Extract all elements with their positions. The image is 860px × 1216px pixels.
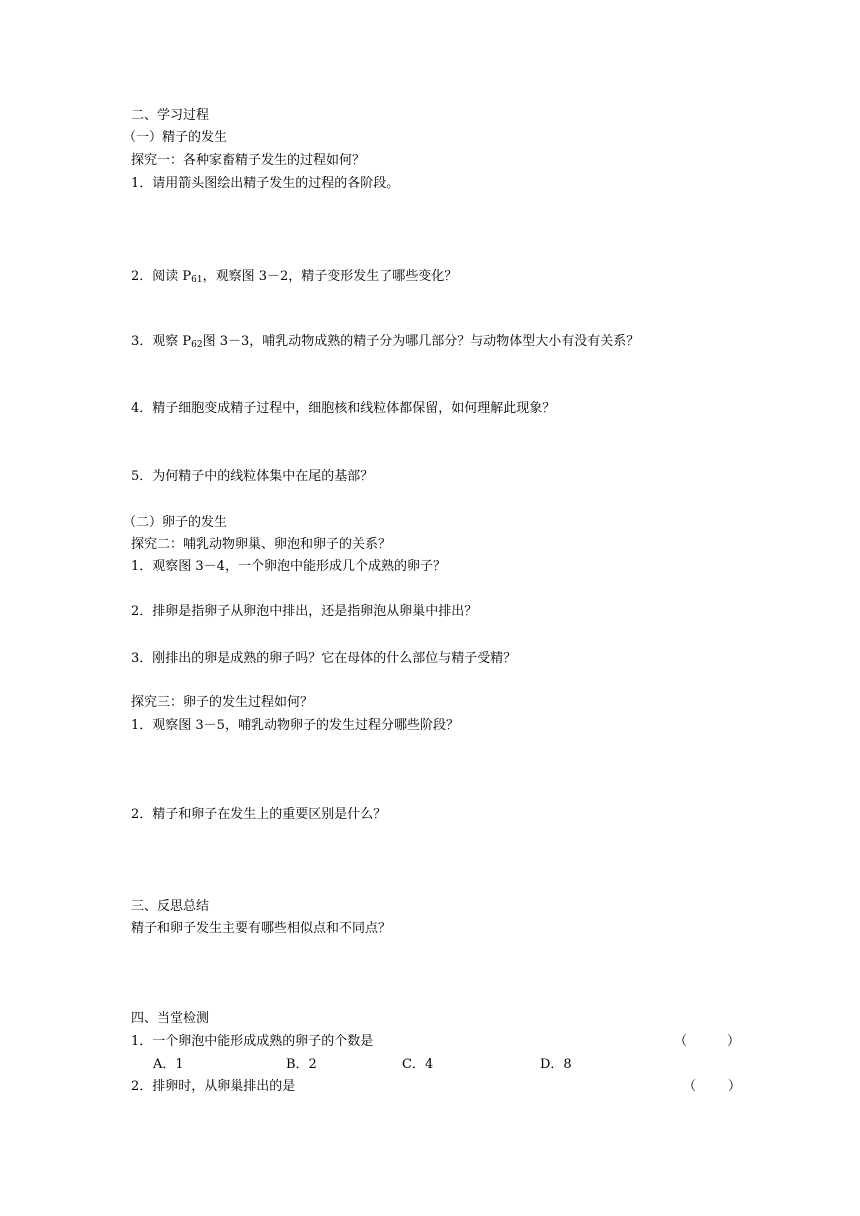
test-question-2: 2．排卵时，从卵巢排出的是 — [131, 1079, 296, 1094]
question-1-2: 2．阅读 $P_{61}$，观察图 3－2，精子变形发生了哪些变化？ — [131, 269, 458, 285]
subsection-title-egg: （二）卵子的发生 — [123, 515, 228, 530]
explore-3-heading: 探究三：卵子的发生过程如何？ — [131, 695, 314, 710]
explore-2-heading: 探究二：哺乳动物卵巢、卵泡和卵子的关系？ — [131, 537, 392, 552]
question-2-3: 3．刚排出的卵是成熟的卵子吗？它在母体的什么部位与精子受精？ — [131, 651, 517, 666]
question-2-2: 2．排卵是指卵子从卵泡中排出，还是指卵泡从卵巢中排出？ — [131, 604, 478, 619]
question-1-1: 1．请用箭头图绘出精子发生的过程的各阶段。 — [131, 176, 400, 191]
question-1-3: 3．观察 $P_{62}$图 3－3，哺乳动物成熟的精子分为哪几部分？与动物体型大小有没有关系？ — [131, 334, 640, 350]
question-1-5: 5．为何精子中的线粒体集中在尾的基部？ — [131, 469, 374, 484]
answer-blank-2: （ ） — [683, 1079, 742, 1094]
option-b: B．2 — [286, 1057, 317, 1072]
question-3-2: 2．精子和卵子在发生上的重要区别是什么？ — [131, 807, 387, 822]
section-title-classroom-test: 四、当堂检测 — [131, 1011, 210, 1026]
question-1-4: 4．精子细胞变成精子过程中，细胞核和线粒体都保留，如何理解此现象？ — [131, 401, 556, 416]
subsection-title-sperm: （一）精子的发生 — [123, 130, 228, 145]
answer-blank-1: （ ） — [674, 1034, 741, 1049]
option-c: C．4 — [402, 1057, 434, 1072]
section-title-reflection: 三、反思总结 — [131, 899, 210, 914]
question-2-1: 1．观察图 3－4，一个卵泡中能形成几个成熟的卵子？ — [131, 559, 446, 574]
question-3-1: 1．观察图 3－5，哺乳动物卵子的发生过程分哪些阶段？ — [131, 718, 459, 733]
option-a: A．1 — [153, 1057, 184, 1072]
test-question-1: 1．一个卵泡中能形成成熟的卵子的个数是 — [131, 1034, 374, 1049]
explore-1-heading: 探究一：各种家畜精子发生的过程如何？ — [131, 153, 366, 168]
section-title-learning-process: 二、学习过程 — [131, 108, 210, 123]
option-d: D．8 — [540, 1057, 572, 1072]
reflection-question: 精子和卵子发生主要有哪些相似点和不同点？ — [131, 921, 392, 936]
